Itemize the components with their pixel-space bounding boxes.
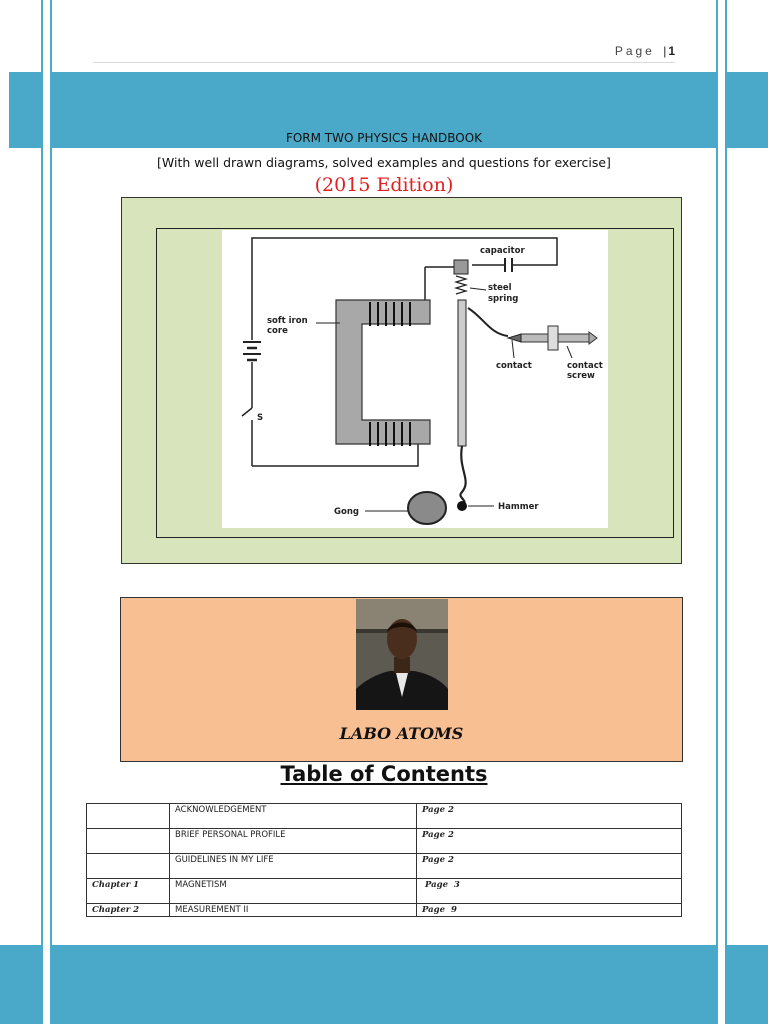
handbook-title: FORM TWO PHYSICS HANDBOOK <box>285 131 483 145</box>
label-core: core <box>267 326 288 336</box>
soft-iron-core <box>336 300 430 444</box>
author-name: LABO ATOMS <box>339 724 464 743</box>
page-number: 1 <box>668 44 675 58</box>
label-contact-screw-1: contact <box>567 361 603 371</box>
toc-table <box>86 803 682 917</box>
toc-entry-title: MAGNETISM <box>170 879 417 904</box>
toc-title: Table of Contents <box>280 762 488 786</box>
toc-chapter: Chapter 2 <box>87 904 170 917</box>
label-spring: spring <box>488 294 519 304</box>
toc-chapter <box>87 854 170 879</box>
hammer-head <box>457 501 467 511</box>
toc-page: Page 2 <box>417 804 682 829</box>
author-photo <box>356 599 448 710</box>
toc-chapter <box>87 829 170 854</box>
toc-page: Page 2 <box>417 829 682 854</box>
electric-bell-svg <box>222 230 608 528</box>
spring-mount <box>454 260 468 274</box>
gong <box>408 492 446 524</box>
contact-screw-mount <box>548 326 558 350</box>
toc-chapter: Chapter 1 <box>87 879 170 904</box>
toc-page: Page 9 <box>417 904 682 917</box>
toc-chapter <box>87 804 170 829</box>
label-switch: S <box>257 413 264 423</box>
label-contact-screw-2: screw <box>567 371 595 381</box>
toc-entry-title: MEASUREMENT II <box>170 904 417 917</box>
toc-row[interactable] <box>87 829 682 854</box>
edition-label: (2015 Edition) <box>314 174 454 196</box>
label-gong: Gong <box>334 507 359 517</box>
bottom-band-left <box>0 945 41 1024</box>
toc-entry-title: GUIDELINES IN MY LIFE <box>170 854 417 879</box>
toc-row[interactable] <box>87 854 682 879</box>
left-border-line-outer <box>41 0 43 1024</box>
author-portrait-svg <box>356 599 448 710</box>
toc-entry-title: ACKNOWLEDGEMENT <box>170 804 417 829</box>
label-steel: steel <box>488 283 512 293</box>
right-border-line-outer <box>725 0 727 1024</box>
page-header <box>93 44 675 63</box>
page-separator: | <box>663 44 667 58</box>
toc-row[interactable] <box>87 804 682 829</box>
toc-page: Page 2 <box>417 854 682 879</box>
bottom-band-center <box>52 945 716 1024</box>
toc-entry-title: BRIEF PERSONAL PROFILE <box>170 829 417 854</box>
handbook-subtitle: [With well drawn diagrams, solved examples and questions for exercise] <box>157 155 611 170</box>
label-soft-iron: soft iron <box>267 316 308 326</box>
label-hammer: Hammer <box>498 502 539 512</box>
electric-bell-diagram <box>222 230 608 528</box>
toc-row[interactable] <box>87 904 682 917</box>
label-contact: contact <box>496 361 532 371</box>
page-label: Page <box>614 44 655 58</box>
left-border-line-inner <box>50 0 52 1024</box>
toc-row[interactable] <box>87 879 682 904</box>
bottom-band-right <box>727 945 768 1024</box>
right-border-line-inner <box>716 0 718 1024</box>
toc-page: Page 3 <box>417 879 682 904</box>
label-capacitor: capacitor <box>480 246 525 256</box>
armature <box>458 300 466 446</box>
